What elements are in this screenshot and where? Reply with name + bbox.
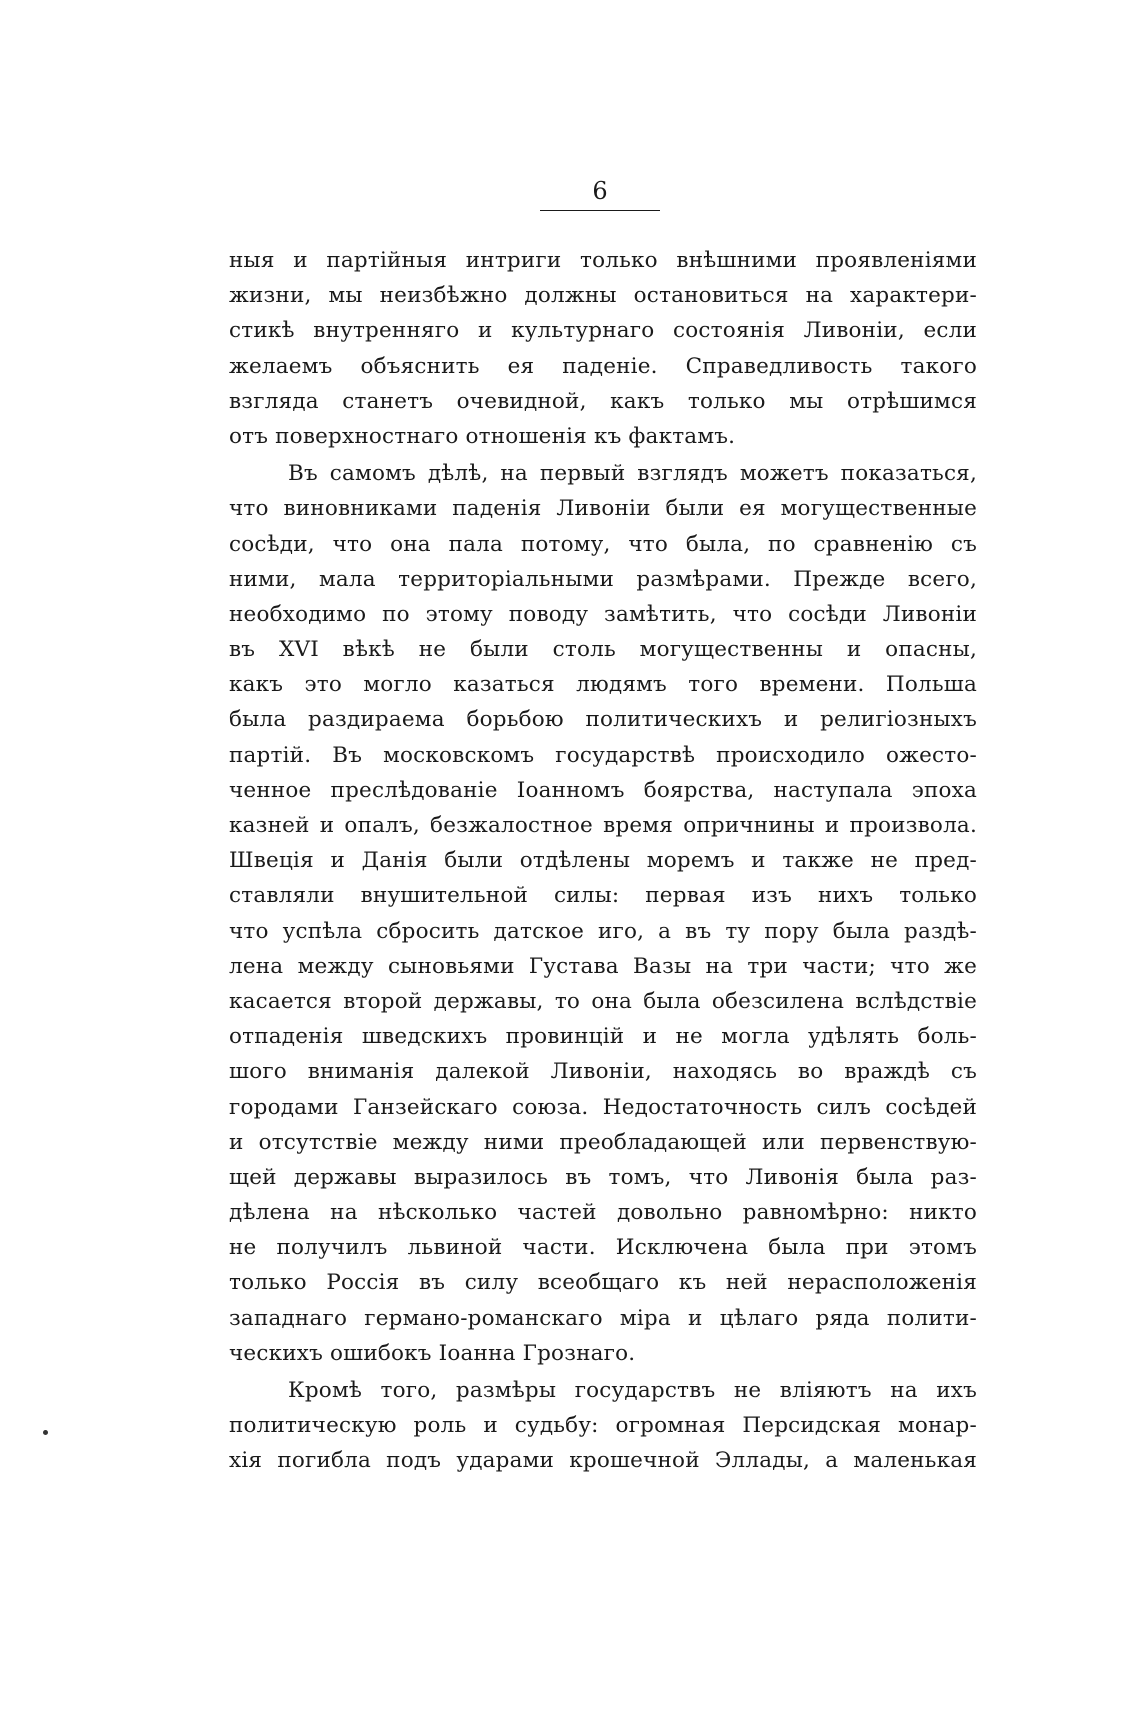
text-line: дѣлена на нѣсколько частей довольно равномѣрно: никто xyxy=(229,1200,977,1226)
text-line: что виновниками паденія Ливоніи были ея могущественные xyxy=(229,496,977,522)
text-line: взгляда станетъ очевидной, какъ только мы отрѣшимся xyxy=(229,388,977,414)
text-line: какъ это могло казаться людямъ того времени. Польша xyxy=(229,672,977,698)
text-line: Кромѣ того, размѣры государствъ не вліяютъ на ихъ xyxy=(288,1378,977,1403)
text-line: необходимо по этому поводу замѣтить, что сосѣди Ливоніи xyxy=(229,601,977,627)
text-line: что успѣла сбросить датское иго, а въ ту пору была раздѣ- xyxy=(229,918,977,944)
body-text xyxy=(229,243,977,1479)
text-line: касается второй державы, то она была обезсилена вслѣдствіе xyxy=(229,988,977,1014)
text-line: ческихъ ошибокъ Іоанна Грознаго. xyxy=(229,1340,636,1366)
page-number-rule xyxy=(540,210,660,211)
text-line: отъ поверхностнаго отношенія къ фактамъ. xyxy=(229,423,736,449)
page-number: 6 xyxy=(592,177,608,205)
text-line: жизни, мы неизбѣжно должны остановиться на характери- xyxy=(229,283,977,309)
text-line: ченное преслѣдованіе Іоанномъ боярства, наступала эпоха xyxy=(229,777,977,803)
text-line: Въ самомъ дѣлѣ, на первый взглядъ можетъ показаться, xyxy=(288,461,977,487)
text-line: только Россія въ силу всеобщаго къ ней нерасположенія xyxy=(229,1270,977,1296)
text-line: и отсутствіе между ними преобладающей или первенствую- xyxy=(229,1129,977,1155)
margin-mark xyxy=(43,1430,48,1435)
paragraph-3 xyxy=(229,1373,977,1479)
text-line: хія погибла подъ ударами крошечной Эллады, а маленькая xyxy=(229,1448,977,1474)
text-line: городами Ганзейскаго союза. Недостаточность силъ сосѣдей xyxy=(229,1094,977,1120)
paragraph-2 xyxy=(229,456,977,1371)
text-line: отпаденія шведскихъ провинцій и не могла удѣлять боль- xyxy=(229,1024,977,1050)
text-line: стикѣ внутренняго и культурнаго состоянія Ливоніи, если xyxy=(229,318,977,344)
text-line: ставляли внушительной силы: первая изъ нихъ только xyxy=(229,883,977,909)
text-line: Швеція и Данія были отдѣлены моремъ и также не пред- xyxy=(229,848,977,874)
text-line: ныя и партійныя интриги только внѣшними проявленіями xyxy=(229,248,977,273)
text-line: казней и опалъ, безжалостное время опричнины и произвола. xyxy=(229,813,977,838)
text-line: ними, мала территоріальными размѣрами. Прежде всего, xyxy=(229,566,977,592)
text-line: западнаго германо-романскаго міра и цѣлаго ряда полити- xyxy=(229,1305,977,1331)
text-line: не получилъ львиной части. Исключена была при этомъ xyxy=(229,1235,977,1261)
text-line: желаемъ объяснить ея паденіе. Справедливость такого xyxy=(229,353,977,379)
text-line: партій. Въ московскомъ государствѣ происходило ожесто- xyxy=(229,742,977,768)
text-line: лена между сыновьями Густава Вазы на три части; что же xyxy=(229,953,977,979)
text-line: сосѣди, что она пала потому, что была, по сравненію съ xyxy=(229,531,977,557)
text-line: была раздираема борьбою политическихъ и религіозныхъ xyxy=(229,707,977,733)
paragraph-1 xyxy=(229,243,977,454)
text-line: политическую роль и судьбу: огромная Персидская монар- xyxy=(229,1413,977,1439)
text-line: въ XVI вѣкѣ не были столь могущественны и опасны, xyxy=(229,637,977,663)
text-line: шого вниманія далекой Ливоніи, находясь во враждѣ съ xyxy=(229,1059,977,1085)
text-line: щей державы выразилось въ томъ, что Ливонія была раз- xyxy=(229,1164,977,1190)
